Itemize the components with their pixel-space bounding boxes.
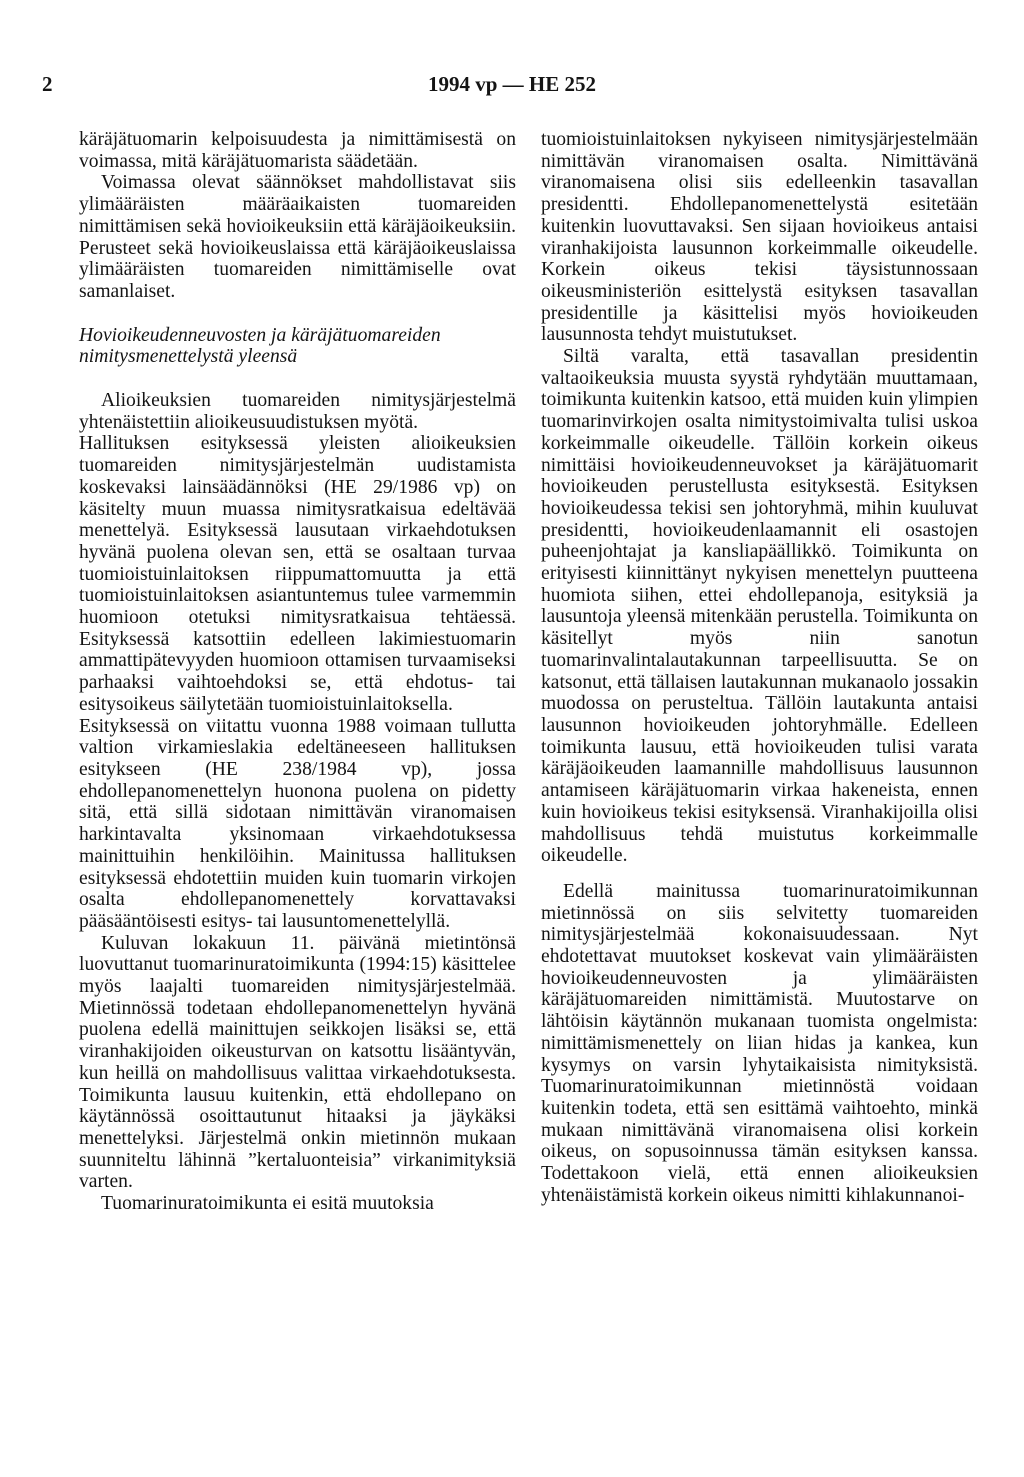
paragraph: Edellä mainitussa tuomarinuratoimikunnan mietinnössä on siis selvitetty tuomareiden nimitysjärjestelmää kokonaisuudessaan. Nyt ehdotettavat muutokset koskevat vain ylimääräisten hovioikeudenneuvosten ja ylimääräisten käräjätuomareiden nimittämistä. Muutostarve on lähtöisin käytännön mukanaan tuomista ongelmista: nimittämismenettely on liian hidas ja kankea, kun kysymys on varsin lyhytaikaisista nimityksistä. Tuomarinuratoimikunnan mietinnöstä voidaan kuitenkin todeta, että sen esittämä vaihtoehto, minkä mukaan nimittävänä viranomaisena olisi korkein oikeus, on sopusoinnussa tämän esityksen kanssa. Todettakoon vielä, että ennen alioikeuksien yhtenäistämistä korkein oikeus nimitti kihlakunnanoi- (541, 880, 978, 1206)
right-column (541, 129, 978, 1206)
page-header (0, 72, 1024, 108)
paragraph: Voimassa olevat säännökset mahdollistavat siis ylimääräisten määräaikaisten tuomareiden nimittämisen sekä hovioikeuksiin että käräjäoikeuksiin. Perusteet sekä hovioikeuslaissa että käräjäoikeuslaissa ylimääräisten tuomareiden nimittämiselle ovat samanlaiset. (79, 172, 516, 302)
paragraph: Esityksessä on viitattu vuonna 1988 voimaan tullutta valtion virkamieslakia edeltäneeseen hallituksen esitykseen (HE 238/1984 vp), jossa ehdollepanomenettelyn huonona puolena on pidetty sitä, että sillä sidotaan nimittävän viranomaisen harkintavalta yksinomaan virkaehdotuksessa mainittuihin henkilöihin. Mainitussa hallituksen esityksessä ehdotettiin muiden kuin tuomarin virkojen osalta ehdollepanomenettely korvattavaksi pääsääntöisesti esitys- tai lausuntomenettelyllä. (79, 715, 516, 932)
paragraph: Siltä varalta, että tasavallan presidentin valtaoikeuksia muusta syystä ryhdytään muuttamaan, toimikunta kuitenkin katsoo, että muiden kuin ylimpien tuomarinvirkojen osalta nimitystoimivalta tulisi uskoa korkeimmalle oikeudelle. Tällöin korkein oikeus nimittäisi hovioikeudenneuvokset ja käräjätuomarit hovioikeuden perustellusta esityksestä. Esityksen hovioikeudessa tekisi sen johtoryhmä, mihin kuuluvat presidentti, hovioikeudenlaamannit eli osastojen puheenjohtajat ja kansliapäällikkö. Toimikunta on erityisesti kiinnittänyt nykyisen menettelyn puutteena huomiota siihen, ettei ehdollepanoja, esityksiä ja lausuntoja yleensä mitenkään perustella. Toimikunta on käsitellyt myös niin sanotun tuomarinvalintalautakunnan tarpeellisuutta. Se on katsonut, että tällaisen lautakunnan mukanaolo jossakin muodossa on perusteltua. Tällöin lautakunta antaisi lausunnon hovioikeuden johtoryhmälle. Edelleen toimikunta lausuu, että hovioikeuden tulisi varata käräjäoikeuden laamannille mahdollisuus lausunnon antamiseen käräjätuomarin virkaa hakeneista, ennen kuin hovioikeus tekisi esityksensä. Viranhakijoilla olisi mahdollisuus tehdä muistutus korkeimmalle oikeudelle. (541, 346, 978, 867)
paragraph: tuomioistuinlaitoksen nykyiseen nimitysjärjestelmään nimittävän viranomaisen osalta. Nimittävänä viranomaisena olisi siis edelleenkin tasavallan presidentti. Ehdollepanomenettelystä esitetään kuitenkin luovuttavaksi. Sen sijaan hovioikeus antaisi viranhakijoista lausunnon korkeimmalle oikeudelle. Korkein oikeus tekisi täysistunnossaan oikeusministeriön esittelystä esityksen tasavallan presidentille ja käsittelisi myös hovioikeuden lausunnosta tehdyt muistutukset. (541, 129, 978, 346)
page-number: 2 (42, 72, 53, 96)
paragraph: Kuluvan lokakuun 11. päivänä mietintönsä luovuttanut tuomarinuratoimikunta (1994:15) käsittelee myös laajalti tuomareiden nimitysjärjestelmää. Mietinnössä todetaan ehdollepanomenettelyn hyvänä puolena edellä mainittujen seikkojen lisäksi se, että viranhakijoiden oikeusturvan on katsottu lisääntyvän, kun heillä on mahdollisuus valittaa virkaehdotuksesta. Toimikunta lausuu kuitenkin, että ehdollepano on käytännössä osoittautunut hitaaksi ja jäykäksi menettelyksi. Järjestelmä onkin mietinnön mukaan suunniteltu lähinnä ”kertaluonteisia” virkanimityksiä varten. (79, 932, 516, 1193)
paragraph: käräjätuomarin kelpoisuudesta ja nimittämisestä on voimassa, mitä käräjätuomarista säädetään. (79, 129, 516, 172)
paragraph: Alioikeuksien tuomareiden nimitysjärjestelmä yhtenäistettiin alioikeusuudistuksen myötä. (79, 390, 516, 433)
section-heading: Hovioikeudenneuvosten ja käräjätuomareiden nimitysmenettelystä yleensä (79, 324, 441, 368)
paragraph: Tuomarinuratoimikunta ei esitä muutoksia (101, 1193, 434, 1215)
paragraph: Hallituksen esityksessä yleisten alioikeuksien tuomareiden nimitysjärjestelmän uudistamista koskevaksi lainsäädännöksi (HE 29/1986 vp) on käsitelty muun muassa nimitysratkaisua edeltävää menettelyä. Esityksessä lausutaan virkaehdotuksen hyvänä puolena olevan sen, että se osaltaan turvaa tuomioistuinlaitoksen riippumattomuutta ja että tuomioistuinlaitoksen asiantuntemus tulee varmemmin huomioon otetuksi nimitysratkaisua tehtäessä. Esityksessä katsottiin edelleen lakimiestuomarin ammattipätevyyden huomioon ottamisen turvaamiseksi parhaaksi vaihtoehdoksi se, että ehdotus- tai esitysoikeus säilytetään tuomioistuinlaitoksella. (79, 433, 516, 715)
left-column (79, 129, 516, 1215)
running-title: 1994 vp — HE 252 (427, 72, 597, 96)
